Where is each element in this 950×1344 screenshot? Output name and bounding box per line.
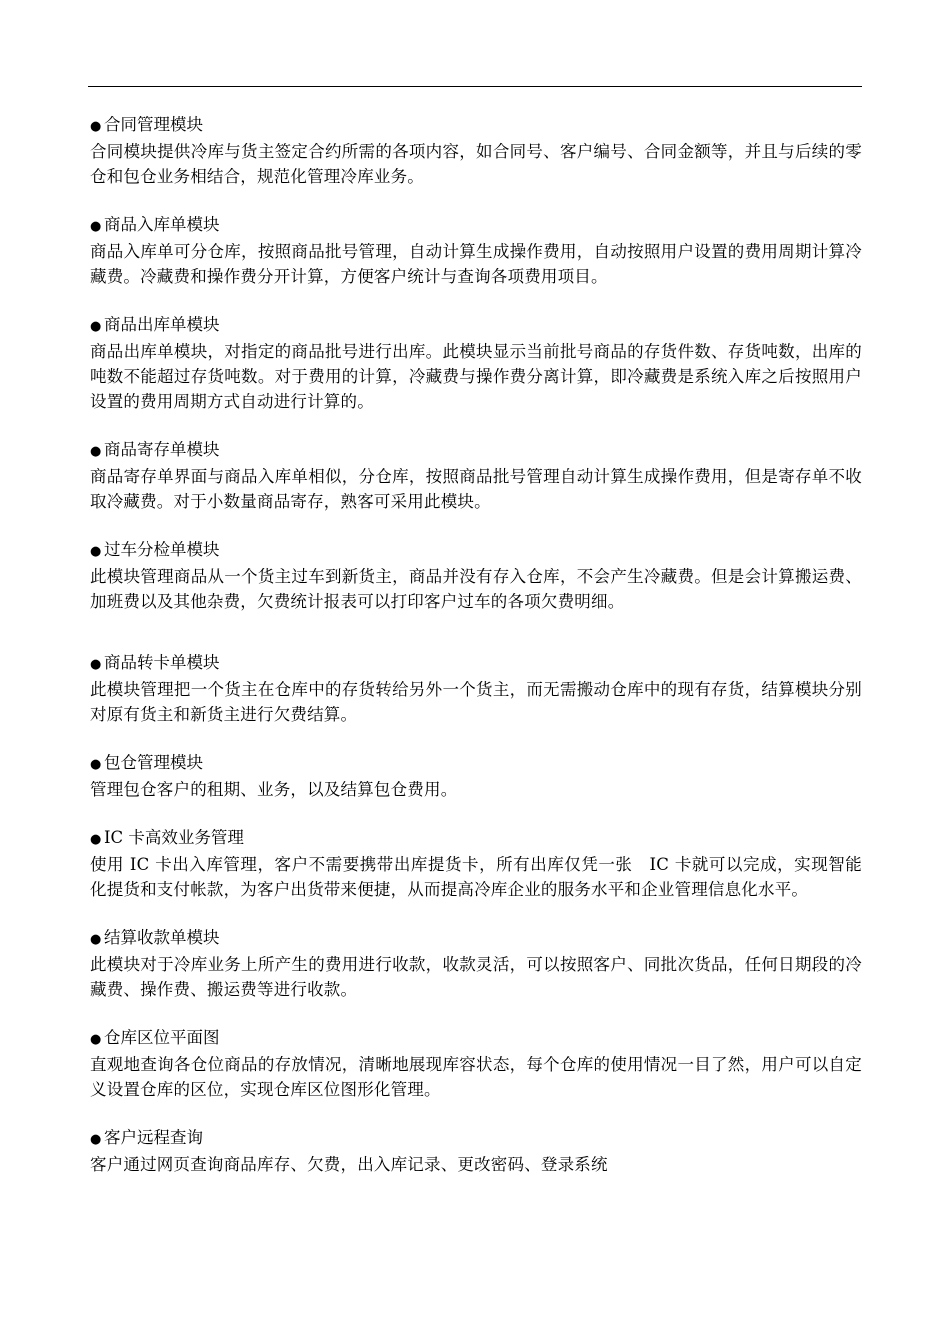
bullet-icon: ● bbox=[90, 544, 102, 559]
section-settlement bbox=[90, 925, 862, 1002]
section-title-text: 合同管理模块 bbox=[104, 115, 203, 134]
section-body: 商品入库单可分仓库，按照商品批号管理，自动计算生成操作费用，自动按照用户设置的费用周期计算冷藏费。冷藏费和操作费分开计算，方便客户统计与查询各项费用项目。 bbox=[90, 242, 862, 286]
section-title bbox=[90, 650, 862, 677]
section-goods-inbound bbox=[90, 212, 862, 289]
section-title-text: 仓库区位平面图 bbox=[104, 1028, 220, 1047]
section-goods-transfer bbox=[90, 650, 862, 727]
section-body: 此模块管理商品从一个货主过车到新货主，商品并没有存入仓库，不会产生冷藏费。但是会计算搬运费、加班费以及其他杂费，欠费统计报表可以打印客户过车的各项欠费明细。 bbox=[90, 567, 862, 611]
section-title-text: 过车分检单模块 bbox=[104, 540, 220, 559]
section-title bbox=[90, 750, 862, 777]
section-body: 此模块对于冷库业务上所产生的费用进行收款，收款灵活，可以按照客户、同批次货品，任何日期段的冷藏费、操作费、搬运费等进行收款。 bbox=[90, 955, 862, 999]
section-body: 合同模块提供冷库与货主签定合约所需的各项内容，如合同号、客户编号、合同金额等，并且与后续的零仓和包仓业务相结合，规范化管理冷库业务。 bbox=[90, 142, 862, 186]
section-transit-sorting bbox=[90, 537, 862, 614]
section-title-text: 商品寄存单模块 bbox=[104, 440, 220, 459]
bullet-icon: ● bbox=[90, 657, 102, 672]
bullet-icon: ● bbox=[90, 932, 102, 947]
section-title bbox=[90, 437, 862, 464]
section-contract-management bbox=[90, 112, 862, 189]
section-title bbox=[90, 1025, 862, 1052]
section-title bbox=[90, 1125, 862, 1152]
bullet-icon: ● bbox=[90, 1132, 102, 1147]
section-title bbox=[90, 112, 862, 139]
section-floor-plan bbox=[90, 1025, 862, 1102]
section-body: 直观地查询各仓位商品的存放情况，清晰地展现库容状态，每个仓库的使用情况一目了然，用户可以自定义设置仓库的区位，实现仓库区位图形化管理。 bbox=[90, 1055, 862, 1099]
section-title-text: 商品转卡单模块 bbox=[104, 653, 220, 672]
section-title bbox=[90, 312, 862, 339]
section-title-text: IC 卡高效业务管理 bbox=[104, 828, 244, 847]
section-body: 使用 IC 卡出入库管理，客户不需要携带出库提货卡，所有出库仅凭一张 IC 卡就可以完成，实现智能化提货和支付帐款，为客户出货带来便捷，从而提高冷库企业的服务水平和企业管理信息化水平。 bbox=[90, 855, 862, 899]
section-body: 商品出库单模块，对指定的商品批号进行出库。此模块显示当前批号商品的存货件数、存货吨数，出库的吨数不能超过存货吨数。对于费用的计算，冷藏费与操作费分离计算，即冷藏费是系统入库之后按照用户设置的费用周期方式自动进行计算的。 bbox=[90, 342, 862, 411]
bullet-icon: ● bbox=[90, 444, 102, 459]
section-goods-deposit bbox=[90, 437, 862, 514]
section-body: 客户通过网页查询商品库存、欠费，出入库记录、更改密码、登录系统 bbox=[90, 1155, 608, 1174]
section-goods-outbound bbox=[90, 312, 862, 414]
section-title bbox=[90, 537, 862, 564]
bullet-icon: ● bbox=[90, 319, 102, 334]
section-package-warehouse bbox=[90, 750, 862, 802]
section-title bbox=[90, 925, 862, 952]
section-body: 此模块管理把一个货主在仓库中的存货转给另外一个货主，而无需搬动仓库中的现有存货，结算模块分别对原有货主和新货主进行欠费结算。 bbox=[90, 680, 862, 724]
section-title bbox=[90, 212, 862, 239]
bullet-icon: ● bbox=[90, 219, 102, 234]
section-title-text: 商品出库单模块 bbox=[104, 315, 220, 334]
bullet-icon: ● bbox=[90, 119, 102, 134]
section-body: 管理包仓客户的租期、业务，以及结算包仓费用。 bbox=[90, 780, 458, 799]
section-remote-query bbox=[90, 1125, 862, 1177]
document-body bbox=[90, 112, 862, 1200]
section-title bbox=[90, 825, 862, 852]
section-body: 商品寄存单界面与商品入库单相似，分仓库，按照商品批号管理自动计算生成操作费用，但是寄存单不收取冷藏费。对于小数量商品寄存，熟客可采用此模块。 bbox=[90, 467, 862, 511]
section-title-text: 结算收款单模块 bbox=[104, 928, 220, 947]
bullet-icon: ● bbox=[90, 1032, 102, 1047]
bullet-icon: ● bbox=[90, 757, 102, 772]
bullet-icon: ● bbox=[90, 832, 102, 847]
section-ic-card bbox=[90, 825, 862, 902]
section-title-text: 商品入库单模块 bbox=[104, 215, 220, 234]
section-title-text: 客户远程查询 bbox=[104, 1128, 203, 1147]
section-title-text: 包仓管理模块 bbox=[104, 753, 203, 772]
header-rule bbox=[88, 86, 862, 87]
